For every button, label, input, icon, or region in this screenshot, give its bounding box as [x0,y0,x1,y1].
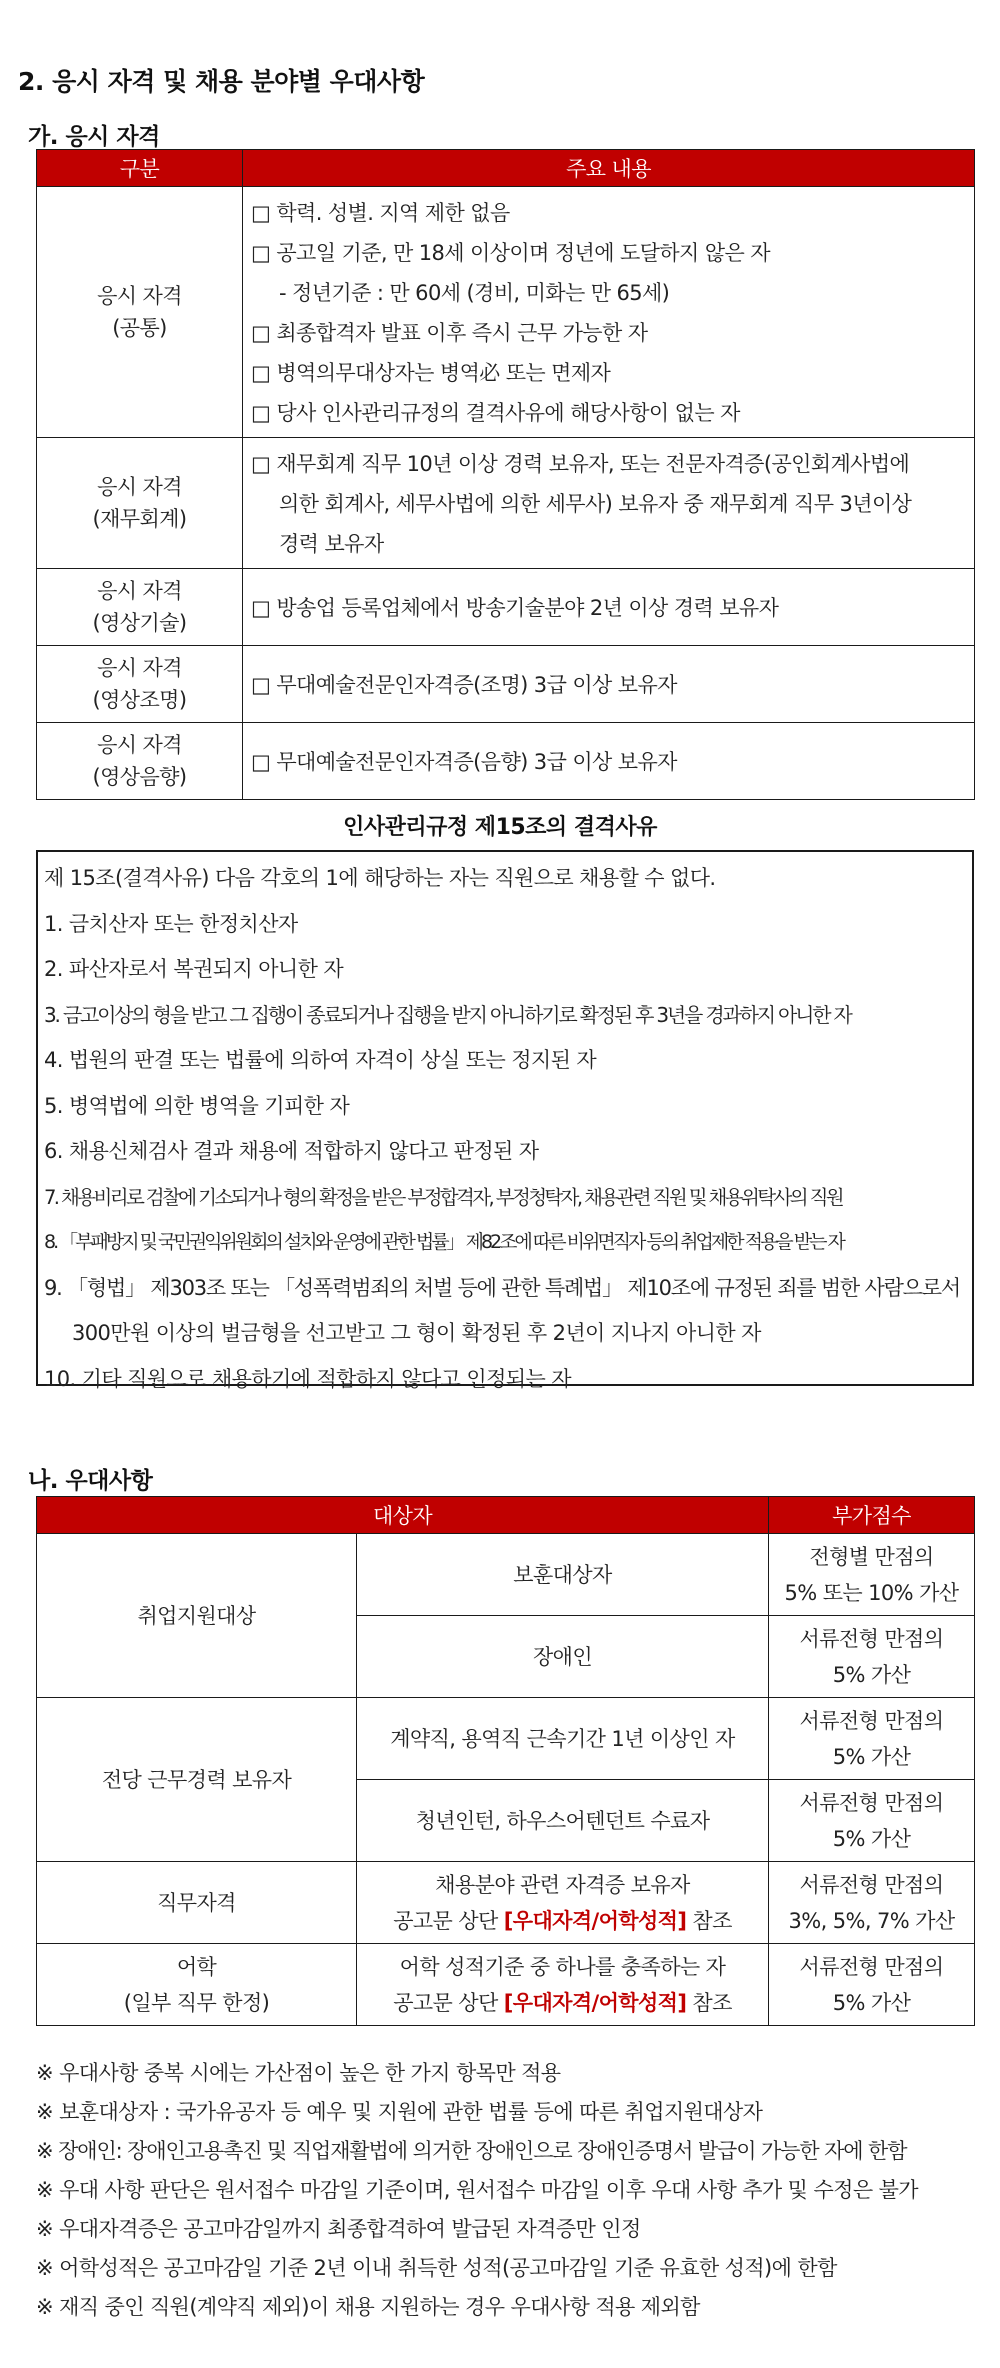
list-item: 300만원 이상의 벌금형을 선고받고 그 형이 확정된 후 2년이 지나지 아니한 자 [72,1321,761,1345]
list-item: 5. 병역법에 의한 병역을 기피한 자 [44,1093,350,1118]
content-sound: □ 무대예술전문인자격증(음향) 3급 이상 보유자 [243,723,975,800]
note-item: ※ 어학성적은 공고마감일 기준 2년 이내 취득한 성적(공고마감일 기준 유효한 성적)에 한함 [36,2256,837,2280]
content-finance: □ 재무회계 직무 10년 이상 경력 보유자, 또는 전문자격증(공인회계사법에 의한 회계사, 세무사법에 의한 세무사) 보유자 중 재무회계 직무 3년이상 경력 보유자 [243,438,975,569]
group-employment-support: 취업지원대상 [37,1534,357,1698]
list-item: 3. 금고이상의 형을 받고 그 집행이 종료되거나 집행을 받지 아니하기로 확정된 후 3년을 경과하지 아니한 자 [44,1002,851,1027]
note-item: ※ 우대 사항 판단은 원서접수 마감일 기준이며, 원서접수 마감일 이후 우대 사항 추가 및 수정은 불가 [36,2178,918,2202]
list-item: 6. 채용신체검사 결과 채용에 적합하지 않다고 판정된 자 [44,1139,539,1163]
page-heading: 2. 응시 자격 및 채용 분야별 우대사항 [18,67,425,96]
note-item: ※ 우대사항 중복 시에는 가산점이 높은 한 가지 항목만 적용 [36,2061,561,2085]
note-item: ※ 장애인: 장애인고용촉진 및 직업재활법에 의거한 장애인으로 장애인증명서 발급이 가능한 자에 한함 [36,2139,907,2163]
list-item: 7. 채용비리로 검찰에 기소되거나 형의 확정을 받은 부정합격자, 부정청탁자, 채용관련 직원 및 채용위탁사의 직원 [44,1185,843,1209]
section-a-title: 가. 응시 자격 [28,124,160,150]
group-work-experience: 전당 근무경력 보유자 [37,1698,357,1862]
header-content: 주요 내용 [243,150,975,187]
category-sound: 응시 자격 (영상음향) [37,723,243,800]
target-intern: 청년인턴, 하우스어텐던트 수료자 [357,1780,769,1862]
list-item: 1. 금치산자 또는 한정치산자 [44,911,298,936]
note-item: ※ 우대자격증은 공고마감일까지 최종합격하여 발급된 자격증만 인정 [36,2217,641,2241]
list-item: 제 15조(결격사유) 다음 각호의 1에 해당하는 자는 직원으로 채용할 수 없다. [44,866,716,890]
list-item: 10. 기타 직원으로 채용하기에 적합하지 않다고 인정되는 자 [44,1366,571,1391]
score-veterans: 전형별 만점의 5% 또는 10% 가산 [769,1534,975,1616]
target-language: 어학 성적기준 중 하나를 충족하는 자 공고문 상단 [우대자격/어학성적] 참조 [357,1944,769,2026]
note-item: ※ 보훈대상자 : 국가유공자 등 예우 및 지원에 관한 법률 등에 따른 취업지원대상자 [36,2100,763,2124]
score-intern: 서류전형 만점의 5% 가산 [769,1780,975,1862]
category-video-tech: 응시 자격 (영상기술) [37,569,243,646]
disqualification-title: 인사관리규정 제15조의 결격사유 [343,815,657,840]
category-lighting: 응시 자격 (영상조명) [37,646,243,723]
eligibility-table [36,149,975,800]
list-item: 8. 「부패방지 및 국민권익위원회의 설치와 운영에 관한 법률」 제82조에 따른 비위면직자 등의 취업제한 적용을 받는 자 [44,1231,843,1253]
score-language: 서류전형 만점의 5% 가산 [769,1944,975,2026]
target-qualification: 채용분야 관련 자격증 보유자 공고문 상단 [우대자격/어학성적] 참조 [357,1862,769,1944]
group-language: 어학 (일부 직무 한정) [37,1944,357,2026]
section-b-title: 나. 우대사항 [28,1468,153,1494]
target-disabled: 장애인 [357,1616,769,1698]
target-veterans: 보훈대상자 [357,1534,769,1616]
category-finance: 응시 자격 (재무회계) [37,438,243,569]
header-target: 대상자 [37,1497,769,1534]
disqualification-box [36,850,974,1391]
list-item: 4. 법원의 판결 또는 법률에 의하여 자격이 상실 또는 정지된 자 [44,1048,597,1072]
score-disabled: 서류전형 만점의 5% 가산 [769,1616,975,1698]
list-item: 9. 「형법」 제303조 또는 「성폭력범죄의 처벌 등에 관한 특례법」 제10조에 규정된 죄를 범한 사람으로서 [44,1275,960,1300]
group-job-qualification: 직무자격 [37,1862,357,1944]
content-lighting: □ 무대예술전문인자격증(조명) 3급 이상 보유자 [243,646,975,723]
content-common: □ 학력. 성별. 지역 제한 없음 □ 공고일 기준, 만 18세 이상이며 정년에 도달하지 않은 자 - 정년기준 : 만 60세 (경비, 미화는 만 65세) □ 최종합격자 발표 이후 즉시 근무 가능한 자 □ 병역의무대상자는 병역必 또는 면제자 □ 당사 인사관리규정의 결격사유에 해당사항이 없는 자 [243,187,975,438]
content-video-tech: □ 방송업 등록업체에서 방송기술분야 2년 이상 경력 보유자 [243,569,975,646]
note-item: ※ 재직 중인 직원(계약직 제외)이 채용 지원하는 경우 우대사항 적용 제외함 [36,2295,700,2319]
header-category: 구분 [37,150,243,187]
score-qualification: 서류전형 만점의 3%, 5%, 7% 가산 [769,1862,975,1944]
score-contract: 서류전형 만점의 5% 가산 [769,1698,975,1780]
list-item: 2. 파산자로서 복권되지 아니한 자 [44,957,344,981]
preference-table [36,1496,975,2026]
target-contract: 계약직, 용역직 근속기간 1년 이상인 자 [357,1698,769,1780]
notes-list [36,2054,986,2327]
category-common: 응시 자격 (공통) [37,187,243,438]
header-score: 부가점수 [769,1497,975,1534]
